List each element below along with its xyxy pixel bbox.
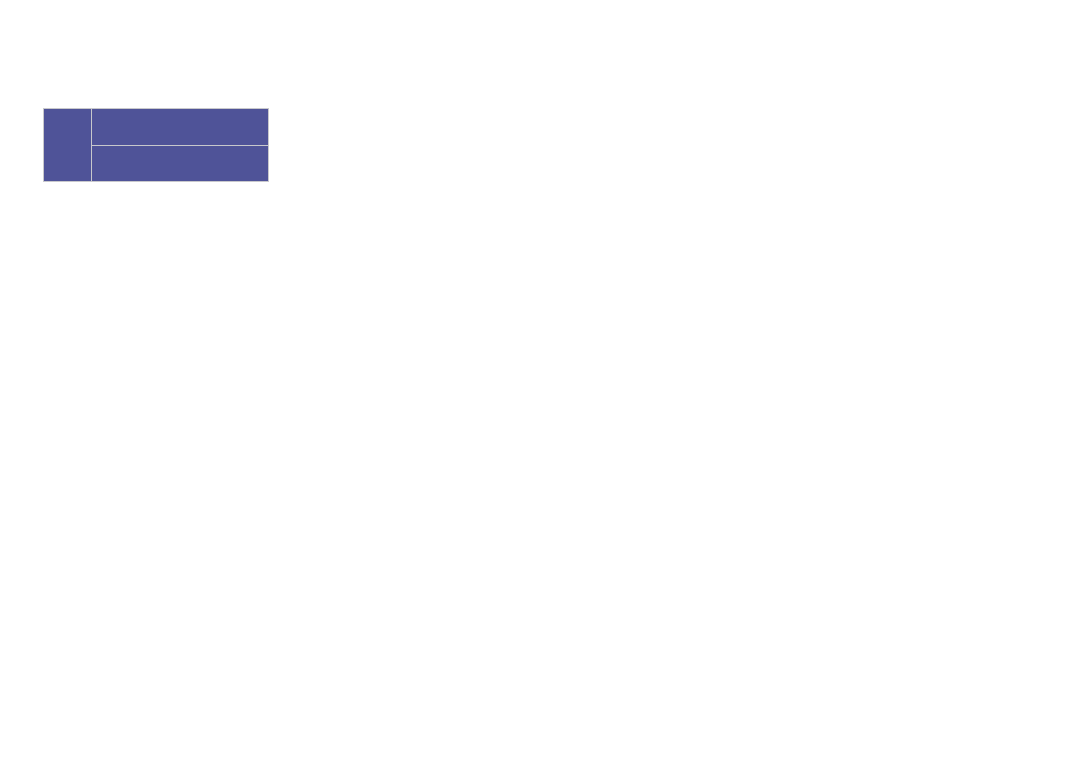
header-seq <box>44 109 92 182</box>
enrollment-plan-table <box>43 108 1046 182</box>
header-row-subjects <box>44 146 1046 182</box>
title-block <box>44 56 47 92</box>
header-subject-label <box>92 146 269 182</box>
header-province-label <box>92 109 269 146</box>
header-row-provinces <box>44 109 1046 146</box>
